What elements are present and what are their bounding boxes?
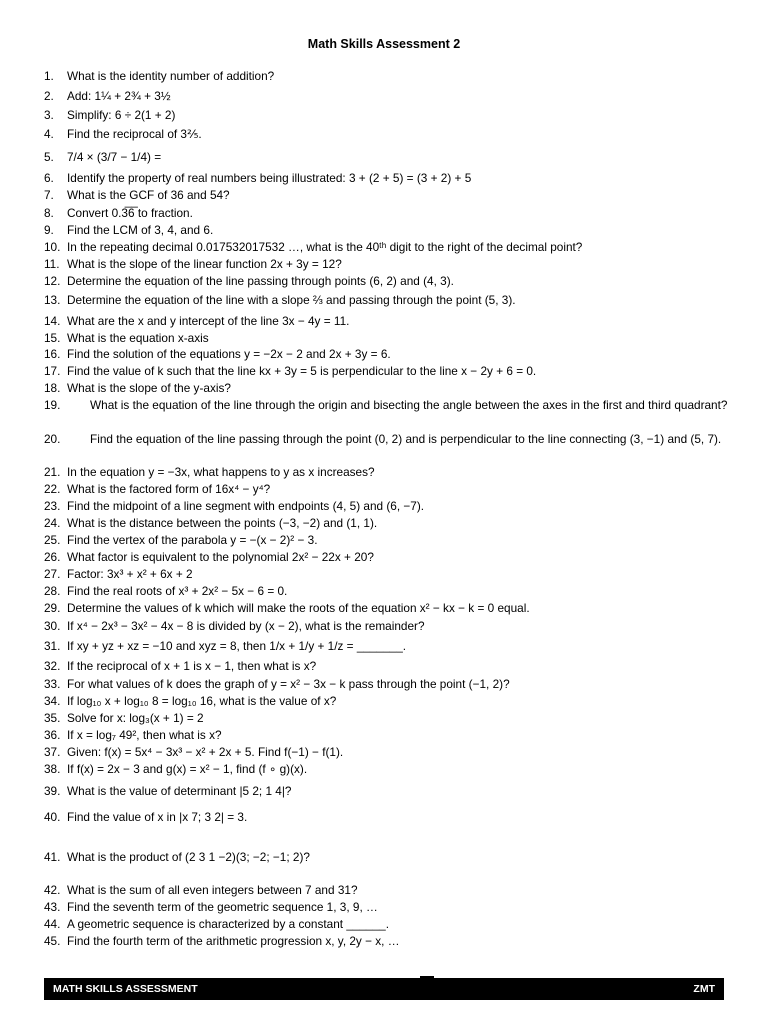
question-number: 40. [44, 810, 61, 824]
question-text: What is the sum of all even integers between 7 and 31? [67, 883, 358, 897]
question-text: What is the factored form of 16x⁴ − y⁴? [67, 482, 271, 496]
question-text: Find the value of k such that the line kx + 3y = 5 is perpendicular to the line x − 2y + 6 = 0. [67, 364, 537, 378]
question-number: 36. [44, 728, 61, 742]
question-text: In the repeating decimal 0.017532017532 …, what is the 40ᵗʰ digit to the right of the decimal point? [67, 240, 583, 254]
question-number: 26. [44, 550, 61, 564]
question-number: 29. [44, 601, 61, 615]
question-text: Find the fourth term of the arithmetic progression x, y, 2y − x, … [67, 934, 400, 948]
question-number: 37. [44, 745, 61, 759]
question-text: 7/4 × (3/7 − 1/4) = [67, 150, 162, 164]
footer-right-label: ZMT [693, 983, 715, 995]
question-text: If the reciprocal of x + 1 is x − 1, then what is x? [67, 659, 317, 673]
question-number: 13. [44, 293, 61, 307]
question-number: 16. [44, 347, 61, 361]
question-text: Factor: 3x³ + x² + 6x + 2 [67, 567, 193, 581]
question-text: Determine the equation of the line with a slope ⅔ and passing through the point (5, 3). [67, 293, 516, 307]
question-number: 35. [44, 711, 61, 725]
question-number: 20. [44, 432, 61, 446]
question-number: 8. [44, 206, 54, 220]
question-number: 18. [44, 381, 61, 395]
question-text: Find the seventh term of the geometric sequence 1, 3, 9, … [67, 900, 378, 914]
question-number: 34. [44, 694, 61, 708]
question-number: 17. [44, 364, 61, 378]
question-number: 24. [44, 516, 61, 530]
question-item [44, 431, 724, 448]
question-number: 33. [44, 677, 61, 691]
question-number: 12. [44, 274, 61, 288]
question-text: Determine the values of k which will make the roots of the equation x² − kx − k = 0 equal. [67, 601, 530, 615]
question-text: Find the value of x in |x 7; 3 2| = 3. [67, 810, 248, 824]
question-text: A geometric sequence is characterized by a constant ______. [67, 917, 389, 931]
question-text: Find the reciprocal of 3⅖. [67, 127, 202, 141]
page-footer [44, 978, 724, 1000]
question-text: If x = log₇ 49², then what is x? [67, 728, 222, 742]
question-text: Simplify: 6 ÷ 2(1 + 2) [67, 108, 176, 122]
question-text: If log₁₀ x + log₁₀ 8 = log₁₀ 16, what is the value of x? [67, 694, 337, 708]
question-number: 43. [44, 900, 61, 914]
question-number: 3. [44, 108, 54, 122]
question-text: Find the equation of the line passing through the point (0, 2) and is perpendicular to the line connecting (3, −1) and (5, 7). [90, 432, 722, 446]
question-text: Find the vertex of the parabola y = −(x − 2)² − 3. [67, 533, 318, 547]
question-number: 38. [44, 762, 61, 776]
question-text: What is the equation x-axis [67, 331, 209, 345]
question-number: 22. [44, 482, 61, 496]
question-number: 19. [44, 398, 61, 412]
question-number: 44. [44, 917, 61, 931]
question-number: 6. [44, 171, 54, 185]
question-number: 10. [44, 240, 61, 254]
question-text: Solve for x: log₃(x + 1) = 2 [67, 711, 204, 725]
question-number: 11. [44, 257, 60, 271]
question-number: 42. [44, 883, 61, 897]
question-number: 39. [44, 784, 61, 798]
question-number: 5. [44, 150, 54, 164]
question-number: 7. [44, 188, 54, 202]
question-item [44, 397, 728, 414]
question-text: If xy + yz + xz = −10 and xyz = 8, then 1/x + 1/y + 1/z = _______. [67, 639, 407, 653]
page-title: Math Skills Assessment 2 [307, 37, 461, 51]
footer-left-label: MATH SKILLS ASSESSMENT [53, 983, 198, 995]
question-number: 27. [44, 567, 61, 581]
question-text: For what values of k does the graph of y = x² − 3x − k pass through the point (−1, 2)? [67, 677, 510, 691]
question-text: Find the real roots of x³ + 2x² − 5x − 6 = 0. [67, 584, 288, 598]
question-text: Add: 1¼ + 2¾ + 3½ [67, 89, 171, 103]
question-number: 2. [44, 89, 54, 103]
question-number: 32. [44, 659, 61, 673]
question-number: 4. [44, 127, 54, 141]
question-text: What is the distance between the points (−3, −2) and (1, 1). [67, 516, 378, 530]
question-text: Find the LCM of 3, 4, and 6. [67, 223, 214, 237]
question-text: What is the identity number of addition? [67, 69, 275, 83]
question-number: 21. [44, 465, 61, 479]
question-text: What is the value of determinant |5 2; 1 4|? [67, 784, 292, 798]
question-number: 25. [44, 533, 61, 547]
footer-tab-mark [420, 976, 434, 978]
question-number: 1. [44, 69, 54, 83]
question-text: What factor is equivalent to the polynomial 2x² − 22x + 20? [67, 550, 374, 564]
question-text: What is the slope of the linear function 2x + 3y = 12? [67, 257, 342, 271]
question-text: Given: f(x) = 5x⁴ − 3x³ − x² + 2x + 5. Find f(−1) − f(1). [67, 745, 344, 759]
question-text: What is the product of (2 3 1 −2)(3; −2; −1; 2)? [67, 850, 310, 864]
question-number: 41. [44, 850, 61, 864]
question-text: Identify the property of real numbers being illustrated: 3 + (2 + 5) = (3 + 2) + 5 [67, 171, 472, 185]
question-number: 15. [44, 331, 61, 345]
question-number: 23. [44, 499, 61, 513]
question-number: 45. [44, 934, 61, 948]
question-number: 9. [44, 223, 54, 237]
question-text: In the equation y = −3x, what happens to y as x increases? [67, 465, 375, 479]
question-number: 14. [44, 314, 61, 328]
question-text: Find the midpoint of a line segment with endpoints (4, 5) and (6, −7). [67, 499, 425, 513]
question-text: What are the x and y intercept of the line 3x − 4y = 11. [67, 314, 350, 328]
question-text: Convert 0.3̅6̅ to fraction. [67, 206, 193, 220]
question-text: What is the GCF of 36 and 54? [67, 188, 230, 202]
question-text: If x⁴ − 2x³ − 3x² − 4x − 8 is divided by (x − 2), what is the remainder? [67, 619, 425, 633]
question-number: 28. [44, 584, 61, 598]
question-text: What is the slope of the y-axis? [67, 381, 231, 395]
question-text: Find the solution of the equations y = −2x − 2 and 2x + 3y = 6. [67, 347, 391, 361]
question-text: If f(x) = 2x − 3 and g(x) = x² − 1, find (f ∘ g)(x). [67, 762, 308, 776]
question-number: 30. [44, 619, 61, 633]
question-text: Determine the equation of the line passing through points (6, 2) and (4, 3). [67, 274, 454, 288]
question-number: 31. [44, 639, 61, 653]
question-text: What is the equation of the line through the origin and bisecting the angle between the axes in the first and third quadrant? [90, 398, 728, 412]
